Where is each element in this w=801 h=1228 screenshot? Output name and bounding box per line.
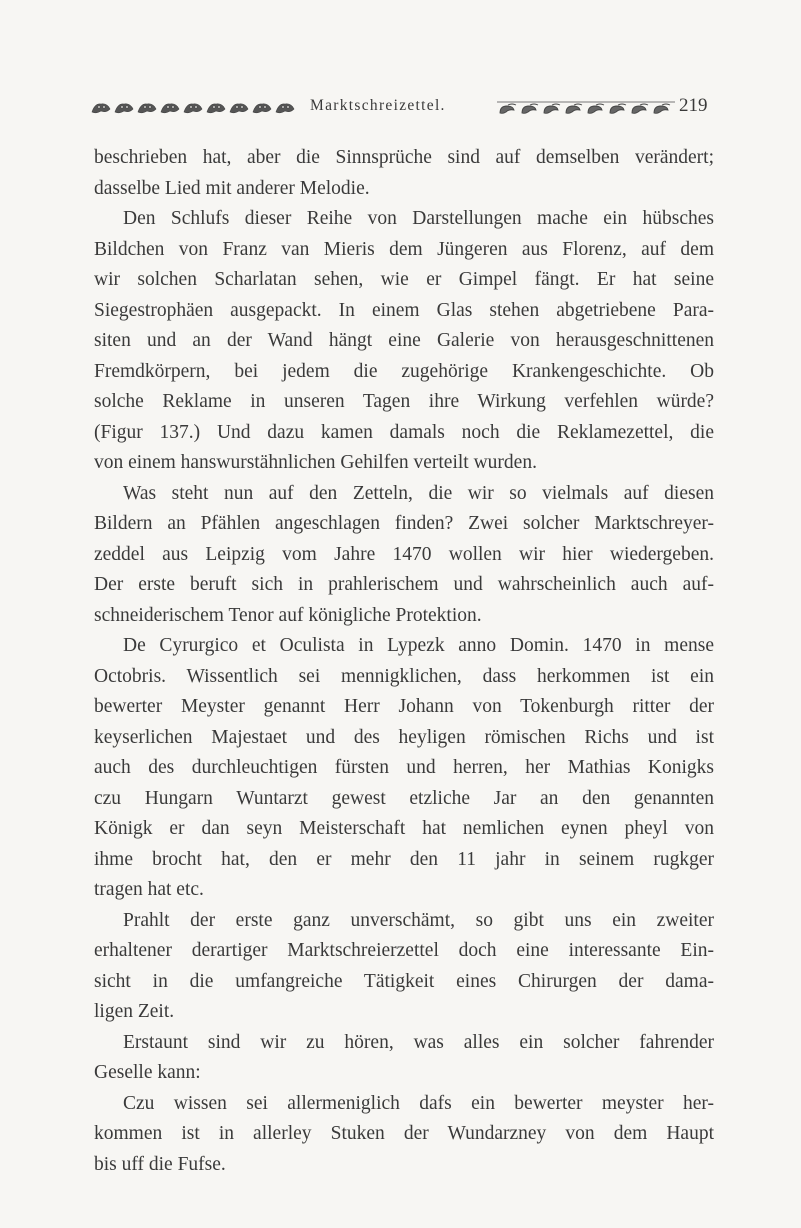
text-line: kommen ist in allerley Stuken der Wundarzney von dem Haupt — [94, 1123, 714, 1144]
text-line: czu Hungarn Wuntarzt gewest etzliche Jar an den genannten — [94, 787, 714, 809]
body-text — [94, 143, 714, 1180]
text-line: bewerter Meyster genannt Herr Johann von Tokenburgh ritter der — [94, 696, 714, 717]
leaf-ornament-icon — [497, 101, 675, 115]
mask-ornament-icon — [90, 101, 295, 115]
text-line: dasselbe Lied mit anderer Melodie. — [94, 177, 370, 199]
text-line: Czu wissen sei allermeniglich dafs ein bewerter meyster her- — [123, 1092, 714, 1114]
text-line: ihme brocht hat, den er mehr den 11 jahr in seinem rugkger — [94, 848, 714, 870]
text-line: zeddel aus Leipzig vom Jahre 1470 wollen wir hier wiedergeben. — [94, 543, 714, 565]
text-line: keyserlichen Majestaet und des heyligen römischen Richs und ist — [94, 726, 714, 748]
text-line: sicht in die umfangreiche Tätigkeit eines Chirurgen der dama- — [94, 970, 714, 992]
text-line: Geselle kann: — [94, 1062, 201, 1083]
text-line: auch des durchleuchtigen fürsten und herren, her Mathias Konigks — [94, 757, 714, 778]
text-line: erhaltener derartiger Marktschreierzettel doch eine interessante Ein- — [94, 940, 714, 961]
text-line: Bildern an Pfählen angeschlagen finden? Zwei solcher Marktschreyer- — [94, 513, 714, 534]
text-line: Was steht nun auf den Zetteln, die wir so vielmals auf diesen — [123, 482, 714, 504]
page-number: 219 — [679, 95, 708, 116]
text-line: solche Reklame in unseren Tagen ihre Wirkung verfehlen würde? — [94, 391, 714, 412]
text-line: Der erste beruft sich in prahlerischem und wahrscheinlich auch auf- — [94, 574, 714, 595]
text-line: Bildchen von Franz van Mieris dem Jüngeren aus Florenz, auf dem — [94, 238, 714, 260]
running-header — [90, 95, 710, 120]
text-line: Den Schlufs dieser Reihe von Darstellungen mache ein hübsches — [123, 208, 714, 229]
text-line: Prahlt der erste ganz unverschämt, so gibt uns ein zweiter — [123, 909, 714, 931]
text-line: wir solchen Scharlatan sehen, wie er Gimpel fängt. Er hat seine — [94, 269, 714, 290]
text-line: (Figur 137.) Und dazu kamen damals noch die Reklamezettel, die — [94, 421, 714, 443]
text-line: bis uff die Fufse. — [94, 1153, 226, 1175]
text-line: De Cyrurgico et Oculista in Lypezk anno Domin. 1470 in mense — [123, 635, 714, 656]
text-line: siten und an der Wand hängt eine Galerie von herausgeschnittenen — [94, 330, 714, 351]
text-line: von einem hanswurstähnlichen Gehilfen verteilt wurden. — [94, 452, 537, 473]
text-line: Fremdkörpern, bei jedem die zugehörige Krankengeschichte. Ob — [94, 360, 714, 382]
text-line: beschrieben hat, aber die Sinnsprüche sind auf demselben verändert; — [94, 147, 714, 168]
running-head-title: Marktschreizettel. — [310, 97, 446, 114]
text-line: Octobris. Wissentlich sei mennigklichen, dass herkommen ist ein — [94, 665, 714, 687]
text-line: Erstaunt sind wir zu hören, was alles ein solcher fahrender — [123, 1031, 714, 1053]
text-line: schneiderischem Tenor auf königliche Protektion. — [94, 604, 482, 626]
text-line: Siegestrophäen ausgepackt. In einem Glas stehen abgetriebene Para- — [94, 299, 714, 321]
text-line: ligen Zeit. — [94, 1001, 175, 1022]
text-line: Königk er dan seyn Meisterschaft hat nemlichen eynen pheyl von — [94, 818, 714, 839]
text-line: tragen hat etc. — [94, 879, 204, 900]
